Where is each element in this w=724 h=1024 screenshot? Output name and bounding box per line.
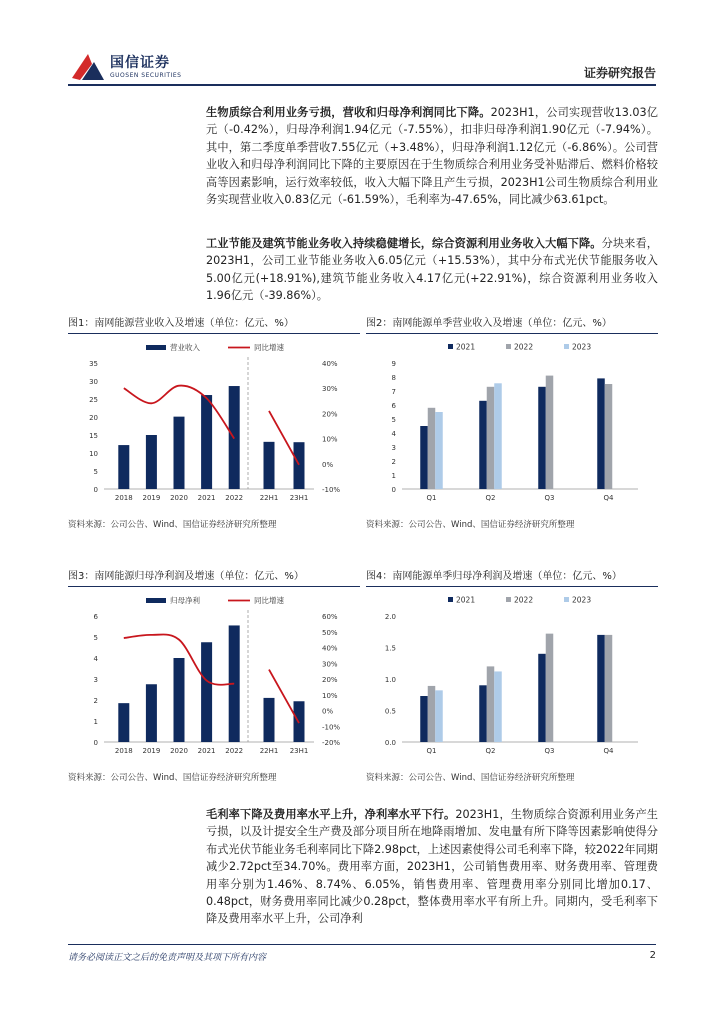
- y-tick-label: 3: [391, 444, 396, 452]
- page-header: [0, 0, 724, 90]
- paragraph-heading: 毛利率下降及费用率水平上升，净利率水平下行。: [206, 808, 456, 821]
- paragraph-heading: 工业节能及建筑节能业务收入持续稳健增长，综合资源利用业务收入大幅下降。: [206, 237, 602, 250]
- x-tick-label: 2020: [170, 494, 188, 502]
- y-tick-label: 1.5: [384, 644, 396, 653]
- y2-tick-label: 0%: [322, 460, 334, 469]
- y2-tick-label: -10%: [322, 486, 341, 494]
- y-tick-label: 0.5: [384, 707, 396, 716]
- bar: [420, 696, 428, 742]
- bar: [494, 383, 502, 489]
- figure-3: [68, 568, 360, 793]
- bar: [605, 635, 613, 742]
- x-tick-label: Q3: [544, 747, 555, 755]
- x-tick-label: 2019: [142, 494, 161, 502]
- bar: [487, 387, 495, 489]
- footer-disclaimer: 请务必阅读正文之后的免责声明及其项下所有内容: [68, 953, 267, 963]
- bar: [597, 635, 605, 742]
- figure-source: 资料来源：公司公告、Wind、国信证券经济研究所整理: [68, 520, 277, 530]
- paragraph-business-segments: [206, 235, 658, 305]
- y2-tick-label: -20%: [322, 739, 341, 747]
- legend-label: 2021: [456, 595, 476, 605]
- figure-1: [68, 315, 360, 540]
- figure-title: 图2：南网能源单季营业收入及增速（单位：亿元、%）: [366, 315, 658, 334]
- bar: [487, 666, 495, 742]
- y-tick-label: 0: [391, 486, 396, 494]
- y2-tick-label: 60%: [322, 613, 338, 621]
- y-tick-label: 8: [391, 374, 396, 382]
- x-tick-label: 2021: [197, 747, 216, 755]
- bar: [201, 395, 212, 489]
- y2-tick-label: 40%: [322, 360, 338, 368]
- legend-label: 2023: [572, 595, 592, 605]
- x-tick-label: 22H1: [259, 494, 279, 502]
- bar: [546, 634, 554, 742]
- paragraph-body: 2023H1，生物质综合资源利用业务产生亏损，以及计提安全生产费及部分项目所在地降雨增加、发电量有所下降等因素影响使得分布式光伏节能业务毛利率同比下降2.98pct，上述因素使得公司毛利率下降，较2022年同期减少2.72pct至34.70%。费用率方面，2023H1，公司销售费用率、财务费用率、管理费用率分别为1.46%、8.74%、6.05%，销售费用率、管理费用率分别同比增加0.17、0.48pct，财务费用率同比减少0.28pct，整体费用率水平有所上升。同期内，受毛利率下降及费用率水平上升，公司净利: [206, 808, 658, 926]
- x-tick-label: Q2: [485, 494, 496, 502]
- y2-tick-label: 30%: [322, 385, 338, 394]
- x-tick-label: Q4: [603, 747, 614, 755]
- bar: [479, 685, 487, 742]
- bar: [428, 686, 436, 742]
- bar: [118, 445, 129, 489]
- logo-mark-icon: [70, 50, 106, 84]
- bar: [479, 401, 487, 489]
- y2-tick-label: 0%: [322, 707, 334, 716]
- y-tick-label: 20: [89, 414, 98, 422]
- paragraph-revenue-profit: [206, 104, 658, 208]
- figure-2: [366, 315, 658, 540]
- x-tick-label: 23H1: [289, 494, 309, 502]
- chart-revenue-annual: [68, 337, 360, 515]
- x-tick-label: Q4: [603, 494, 614, 502]
- legend-label: 2021: [456, 342, 476, 352]
- figure-4: [366, 568, 658, 793]
- x-tick-label: Q3: [544, 494, 555, 502]
- legend-label: 2022: [514, 342, 534, 352]
- legend-swatch-bar: [146, 598, 166, 603]
- figure-source: 资料来源：公司公告、Wind、国信证券经济研究所整理: [366, 520, 575, 530]
- y-tick-label: 1: [391, 472, 396, 480]
- legend-label: 同比增速: [254, 596, 284, 605]
- y-tick-label: 25: [89, 396, 98, 404]
- legend-swatch: [448, 344, 453, 349]
- bar: [420, 426, 428, 489]
- y2-tick-label: 40%: [322, 644, 338, 653]
- x-tick-label: Q2: [485, 747, 496, 755]
- bar: [118, 703, 129, 742]
- y-tick-label: 7: [391, 388, 396, 396]
- bar: [201, 642, 212, 742]
- bar: [538, 387, 546, 489]
- y-tick-label: 3: [93, 676, 98, 684]
- figure-title: 图4：南网能源单季归母净利润及增速（单位：亿元、%）: [366, 568, 658, 587]
- chart-profit-quarterly: [366, 590, 658, 768]
- y-tick-label: 15: [89, 432, 98, 440]
- y-tick-label: 9: [391, 360, 396, 368]
- legend-swatch: [448, 597, 453, 602]
- y-tick-label: 30: [89, 378, 98, 386]
- x-tick-label: 23H1: [289, 747, 309, 755]
- y-tick-label: 1.0: [384, 676, 396, 684]
- y-tick-label: 10: [89, 450, 98, 458]
- y-tick-label: 5: [93, 634, 98, 642]
- x-tick-label: 2022: [225, 747, 244, 755]
- paragraph-body: 2023H1，公司实现营收13.03亿元（-0.42%），归母净利润1.94亿元（-7.55%），扣非归母净利润1.90亿元（-7.94%）。其中，第二季度单季营收7.55亿元（+3.48%），归母净利润1.12亿元（-6.86%）。公司营业收入和归母净利润同比下降的主要原因在于生物质综合利用业务受补贴滞后、燃料价格较高等因素影响，运行效率较低，收入大幅下降且产生亏损，2023H1公司生物质综合利用业务实现营业收入0.83亿元（-61.59%），毛利率为-47.65%，同比减少63.61pct。: [206, 106, 658, 207]
- bar: [146, 684, 157, 742]
- y2-tick-label: 20%: [322, 410, 338, 419]
- x-tick-label: Q1: [426, 494, 437, 502]
- bar: [597, 378, 605, 489]
- bar: [174, 417, 185, 489]
- figure-source: 资料来源：公司公告、Wind、国信证券经济研究所整理: [366, 773, 575, 783]
- chart-profit-annual: [68, 590, 360, 768]
- y-tick-label: 0: [93, 739, 98, 747]
- legend-swatch-bar: [146, 345, 166, 350]
- y2-tick-label: 30%: [322, 660, 338, 669]
- bar: [264, 698, 275, 742]
- legend-label: 2022: [514, 595, 534, 605]
- x-tick-label: 22H1: [259, 747, 279, 755]
- bar: [174, 658, 185, 742]
- bar: [435, 412, 443, 489]
- y-tick-label: 6: [391, 402, 396, 410]
- report-type-label: 证券研究报告: [583, 66, 656, 80]
- legend-label: 2023: [572, 342, 592, 352]
- y-tick-label: 0: [93, 486, 98, 494]
- y-tick-label: 5: [93, 468, 98, 476]
- bar: [605, 384, 613, 489]
- legend-swatch: [506, 597, 511, 602]
- logo-name-en: GUOSEN SECURITIES: [110, 72, 182, 79]
- x-tick-label: 2018: [114, 494, 133, 502]
- x-tick-label: Q1: [426, 747, 437, 755]
- legend-swatch: [506, 344, 511, 349]
- paragraph-heading: 生物质综合利用业务亏损，营收和归母净利润同比下降。: [206, 106, 491, 119]
- y-tick-label: 2: [93, 697, 98, 705]
- page-number: 2: [649, 950, 656, 961]
- footer-divider: [68, 944, 656, 945]
- legend-label: 营业收入: [170, 343, 200, 352]
- bar: [546, 376, 554, 489]
- y-tick-label: 2.0: [384, 613, 396, 621]
- x-tick-label: 2020: [170, 747, 188, 755]
- company-logo: [70, 50, 200, 86]
- y-tick-label: 4: [93, 655, 98, 663]
- y-tick-label: 6: [93, 613, 98, 621]
- bar: [494, 671, 502, 742]
- paragraph-margin-expense: [206, 806, 658, 928]
- y-tick-label: 0.0: [384, 739, 396, 747]
- y-tick-label: 35: [89, 360, 98, 368]
- figure-title: 图1：南网能源营业收入及增速（单位：亿元、%）: [68, 315, 360, 334]
- y-tick-label: 5: [391, 416, 396, 424]
- y2-tick-label: 10%: [322, 691, 338, 700]
- bar: [294, 442, 305, 489]
- y-tick-label: 1: [93, 718, 98, 726]
- y-tick-label: 4: [391, 430, 396, 438]
- y2-tick-label: 50%: [322, 628, 338, 637]
- legend-label: 同比增速: [254, 343, 284, 352]
- figure-source: 资料来源：公司公告、Wind、国信证券经济研究所整理: [68, 773, 277, 783]
- x-tick-label: 2018: [114, 747, 133, 755]
- y2-tick-label: -10%: [322, 723, 341, 732]
- bar: [146, 435, 157, 489]
- header-divider: [68, 84, 656, 86]
- bar: [435, 690, 443, 742]
- y-tick-label: 2: [391, 458, 396, 466]
- chart-revenue-quarterly: [366, 337, 658, 515]
- x-tick-label: 2019: [142, 747, 161, 755]
- figure-title: 图3：南网能源归母净利润及增速（单位：亿元、%）: [68, 568, 360, 587]
- bar: [538, 654, 546, 742]
- legend-label: 归母净利: [170, 596, 200, 605]
- legend-swatch: [564, 344, 569, 349]
- y2-tick-label: 20%: [322, 676, 338, 684]
- paragraph-body: 分块来看，2023H1，公司工业节能业务收入6.05亿元（+15.53%），其中分布式光伏节能服务收入5.00亿元(+18.91%),建筑节能业务收入4.17亿元(+22.91%)，综合资源利用业务收入1.96亿元（-39.86%）。: [206, 237, 658, 303]
- x-tick-label: 2021: [197, 494, 216, 502]
- bar: [264, 442, 275, 489]
- x-tick-label: 2022: [225, 494, 244, 502]
- y2-tick-label: 10%: [322, 435, 338, 444]
- logo-name-cn: 国信证券: [110, 55, 170, 71]
- legend-swatch: [564, 597, 569, 602]
- bar: [428, 408, 436, 489]
